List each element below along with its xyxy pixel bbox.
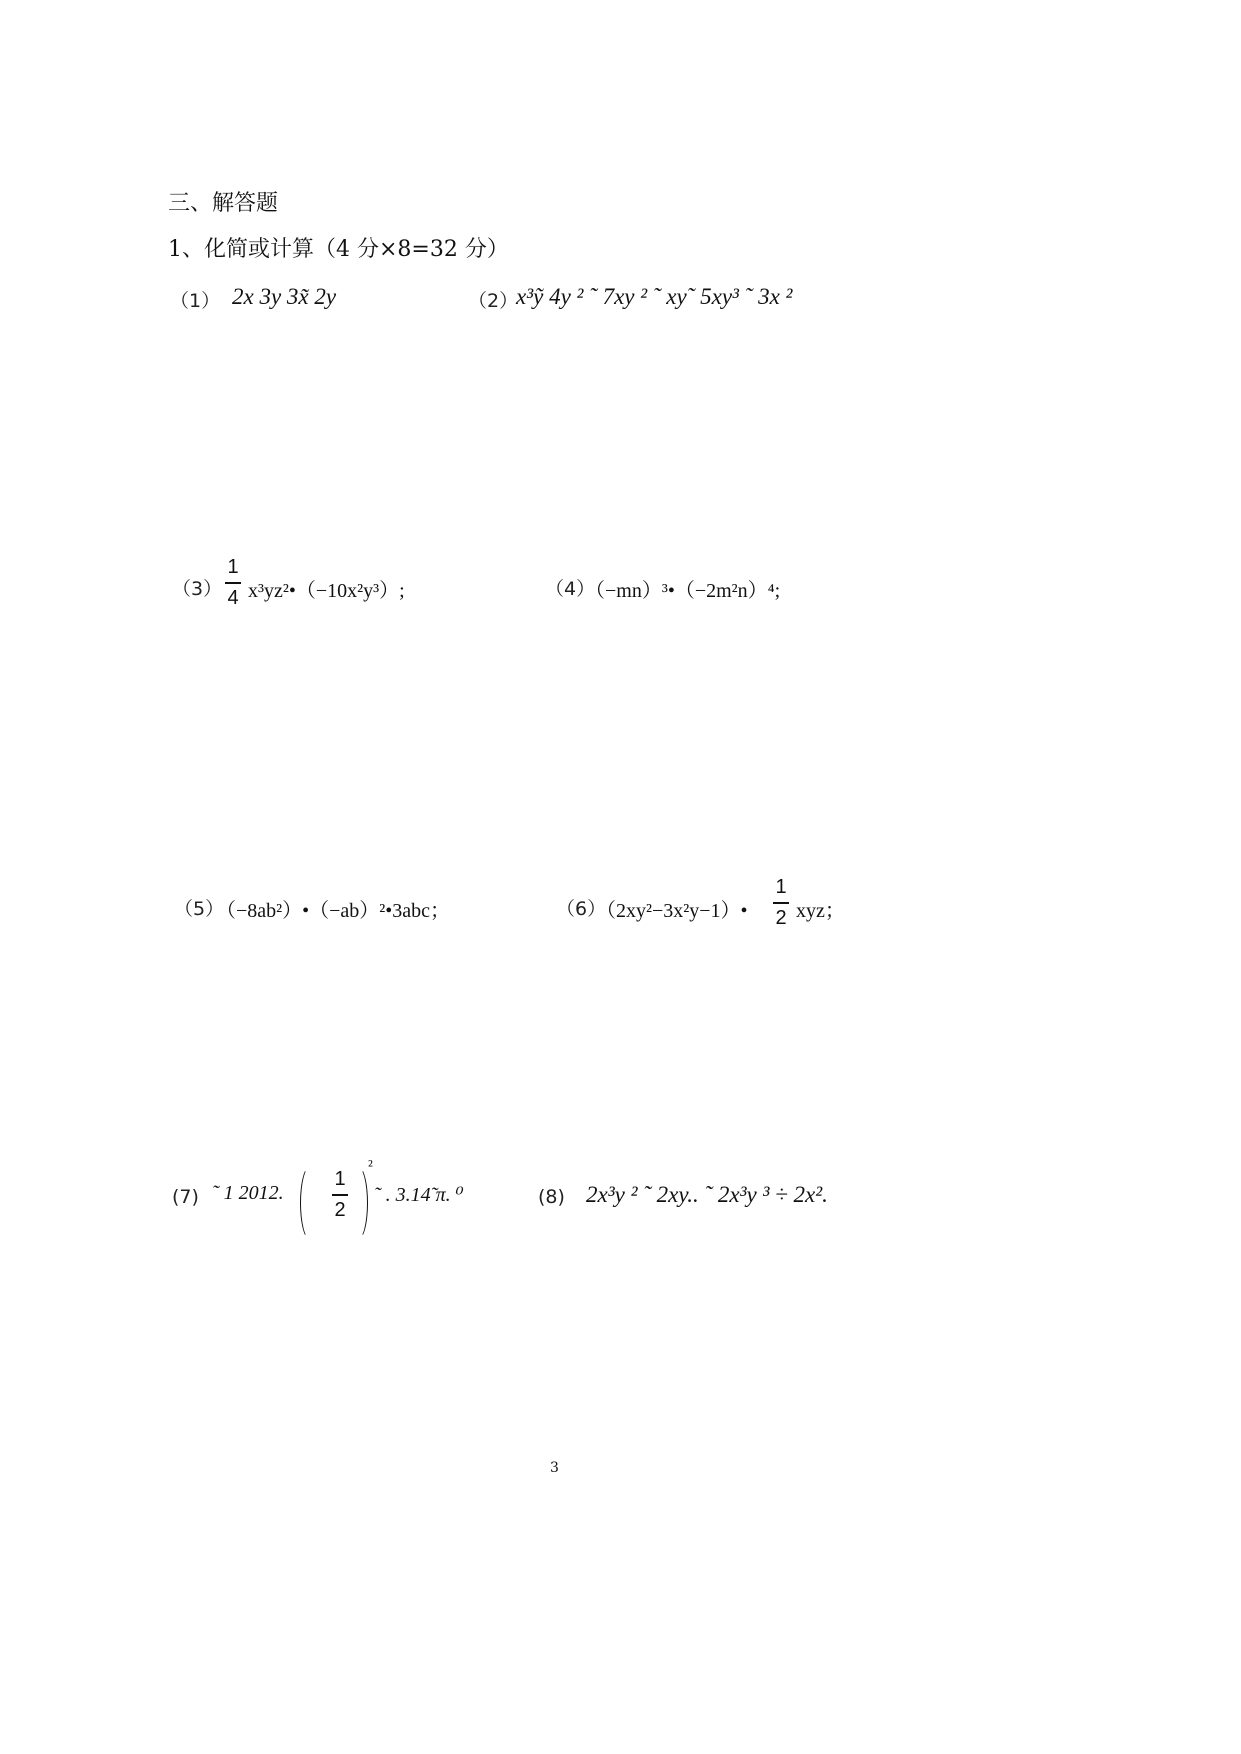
fraction-denominator: 4 (227, 586, 239, 609)
problem-4-label: （4） (545, 578, 596, 600)
problem-3-expression: x³yz²•（−10x²y³）; (248, 580, 405, 602)
problem-5-expression: （−8ab²）•（−ab）²•3abc； (216, 900, 451, 922)
fraction-bar (773, 902, 789, 904)
problem-7-expression-a: ˜ 1 2012. (212, 1182, 284, 1204)
problem-3-fraction (225, 556, 241, 610)
problem-6-expression-pre: （2xy²−3x²y−1）• (596, 900, 748, 922)
left-paren (300, 1166, 320, 1240)
problem-5-label: （5） (174, 898, 225, 920)
fraction-bar (332, 1194, 348, 1196)
problem-2-expression: x³ỹ 4y ² ˜ 7xy ² ˜ xy˜ 5xy³ ˜ 3x ² (516, 284, 793, 309)
problem-2-label: （2） (468, 290, 519, 312)
fraction-denominator: 2 (775, 906, 787, 929)
fraction-numerator: 1 (334, 1168, 346, 1190)
problem-8-expression: 2x³y ² ˜ 2xy.. ˜ 2x³y ³ ÷ 2x². (586, 1182, 828, 1207)
problem-3-label: （3） (172, 578, 223, 600)
problem-1-expression: 2x 3y 3x̃ 2y (232, 284, 337, 309)
fraction-bar (225, 582, 241, 584)
section-title: 三、解答题 (168, 191, 279, 216)
problem-7-expression-c: ˜ . 3.14̃ π. ⁰ (374, 1184, 464, 1206)
right-paren (348, 1166, 368, 1240)
fraction-numerator: 1 (227, 556, 239, 578)
fraction-numerator: 1 (775, 876, 787, 898)
problem-7-fraction (332, 1168, 348, 1222)
problem-6-label: （6） (556, 898, 607, 920)
problem-1-label: （1） (170, 290, 221, 312)
question-heading: 1、化简或计算（4 分×8=32 分） (168, 237, 509, 262)
page-number: 3 (550, 1460, 559, 1476)
fraction-denominator: 2 (334, 1198, 346, 1221)
problem-6-expression-post: xyz； (796, 900, 845, 922)
problem-8-label: (8) (538, 1186, 565, 1208)
problem-7-label: (7) (172, 1186, 199, 1208)
problem-4-expression: （−mn）³•（−2m²n）⁴; (585, 580, 781, 602)
problem-6-fraction (773, 876, 789, 930)
problem-7-exponent: ² (368, 1158, 373, 1175)
